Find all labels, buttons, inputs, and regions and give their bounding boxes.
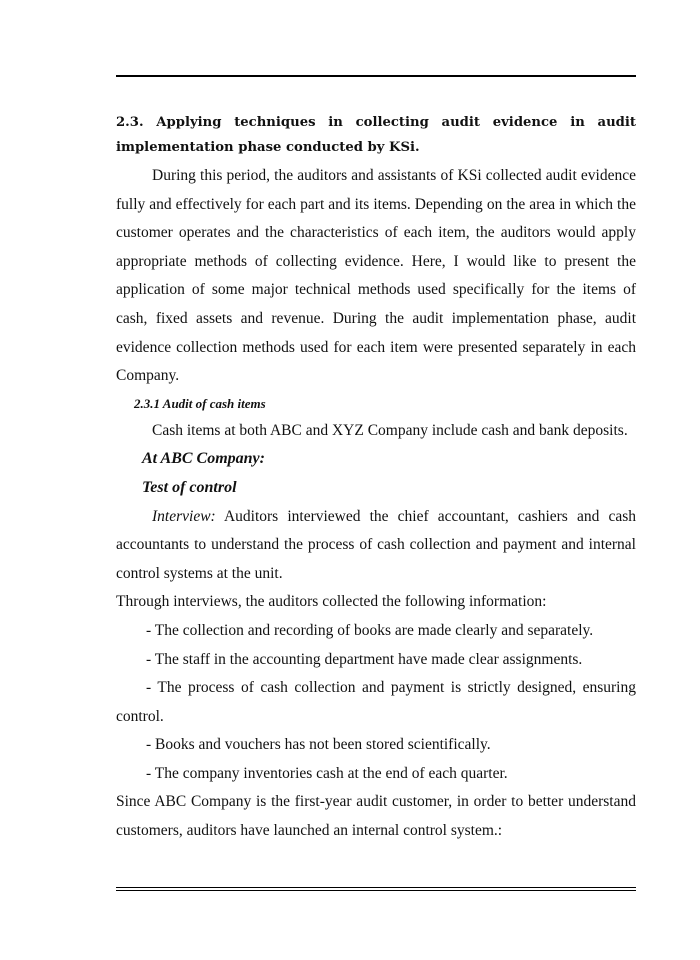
interview-lead: Interview: (152, 507, 216, 525)
intro-paragraph: During this period, the auditors and assistants of KSi collected audit evidence fully and effectively for each part and its items. Depending on the area in which the customer operates and the characteristics of each item, the auditors would apply appropriate methods of collecting evidence. Here, I would like to present the application of some major technical methods used specifically for the items of cash, fixed assets and revenue. During the audit implementation phase, audit evidence collection methods used for each item were presented separately in each Company. (116, 167, 636, 385)
bullet-item: - The collection and recording of books are made clearly and separately. (146, 621, 594, 639)
interview-paragraph (116, 503, 636, 589)
bullet-item: - Books and vouchers has not been stored scientifically. (146, 736, 491, 754)
footer-rule-double (116, 890, 636, 891)
through-interviews-line: Through interviews, the auditors collected the following information: (116, 593, 547, 611)
company-heading: At ABC Company: (142, 450, 265, 468)
closing-paragraph: Since ABC Company is the first-year audit customer, in order to better understand customers, auditors have launched an internal control system.: (116, 793, 636, 840)
test-of-control-heading: Test of control (142, 478, 237, 496)
bullet-item: - The company inventories cash at the end of each quarter. (146, 764, 508, 782)
subsection-title: 2.3.1 Audit of cash items (134, 395, 266, 411)
cash-items-paragraph: Cash items at both ABC and XYZ Company include cash and bank deposits. (152, 421, 628, 439)
section-title: 2.3. Applying techniques in collecting audit evidence in audit implementation phase conducted by KSi. (116, 115, 636, 155)
bullet-item: - The process of cash collection and payment is strictly designed, ensuring control. (116, 679, 636, 725)
document-body (116, 110, 636, 846)
interview-text: Auditors interviewed the chief accountant, cashiers and cash accountants to understand the process of cash collection and payment and internal control systems at the unit. (116, 507, 636, 582)
bullet-item: - The staff in the accounting department have made clear assignments. (146, 650, 583, 668)
footer-rule (116, 887, 636, 888)
header-rule (116, 75, 636, 77)
